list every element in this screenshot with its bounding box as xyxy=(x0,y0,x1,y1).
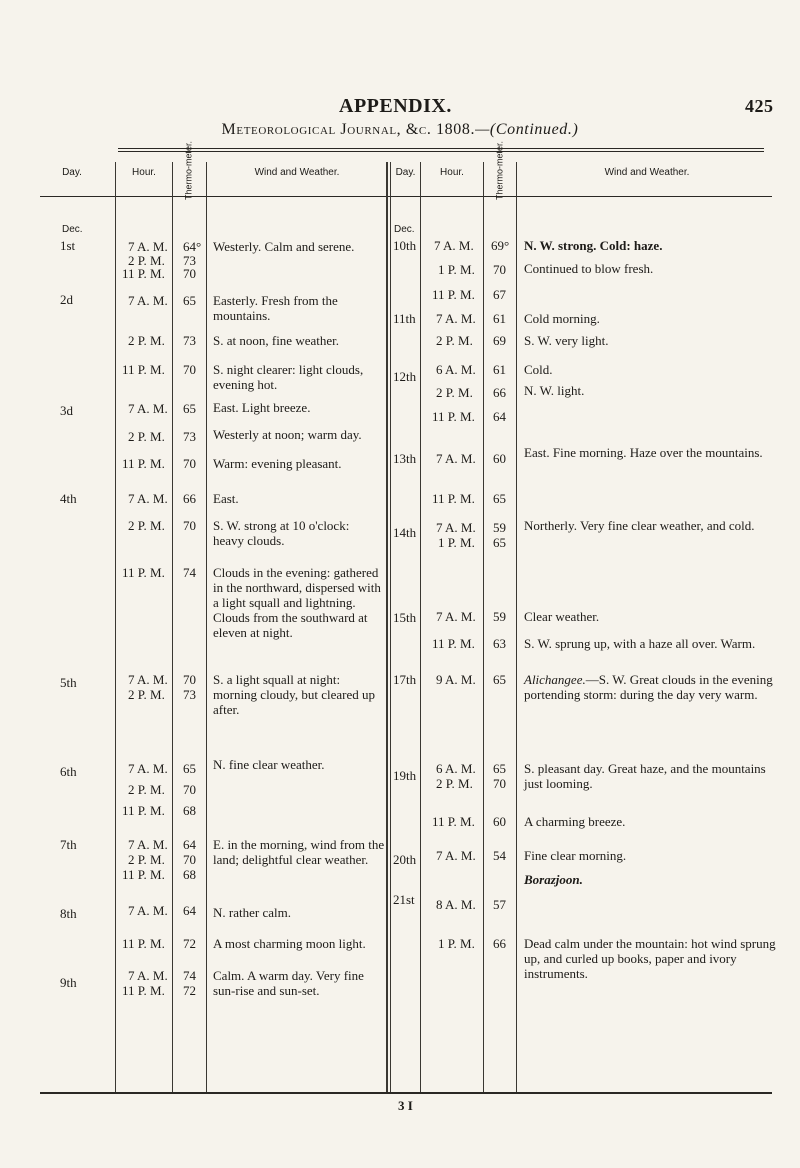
right-wind: A charming breeze. xyxy=(524,814,626,829)
left-temp: 70 xyxy=(183,266,196,281)
right-temp: 70 xyxy=(493,262,506,277)
left-hour: 2 P. M. xyxy=(128,429,165,444)
right-temp: 66 xyxy=(493,936,506,951)
right-temp: 65 xyxy=(493,491,506,506)
left-wind: Warm: evening pleasant. xyxy=(213,456,342,471)
right-hour: 1 P. M. xyxy=(438,936,475,951)
left-temp: 73 xyxy=(183,429,196,444)
right-hour: 1 P. M. xyxy=(438,535,475,550)
left-hour: 2 P. M. xyxy=(128,333,165,348)
right-day: 13th xyxy=(393,451,417,466)
left-temp: 72 xyxy=(183,936,196,951)
left-day: Dec. xyxy=(62,224,83,235)
header-day-left: Day. xyxy=(62,167,82,178)
right-hour: 2 P. M. xyxy=(436,776,473,791)
right-wind: S. W. very light. xyxy=(524,333,609,348)
right-temp: 54 xyxy=(493,848,506,863)
header-hour-right: Hour. xyxy=(440,167,464,178)
right-hour: 7 A. M. xyxy=(436,848,476,863)
right-hour: 2 P. M. xyxy=(436,385,473,400)
right-wind xyxy=(524,672,780,702)
col-divider-double xyxy=(390,162,391,1092)
left-wind: Easterly. Fresh from the mountains. xyxy=(213,293,338,323)
left-wind: S. night clearer: light clouds, evening hot. xyxy=(213,362,364,392)
right-day: 10th xyxy=(393,238,417,253)
right-hour: 7 A. M. xyxy=(434,238,474,253)
left-temp: 72 xyxy=(183,983,196,998)
left-day: 5th xyxy=(60,675,77,690)
right-wind: Fine clear morning. xyxy=(524,848,627,863)
left-hour: 7 A. M. xyxy=(128,968,168,983)
left-temp: 74 xyxy=(183,968,196,983)
page-heading: APPENDIX. xyxy=(339,95,452,117)
left-day: 6th xyxy=(60,764,77,779)
table-title xyxy=(0,121,800,139)
col-divider xyxy=(172,162,173,1092)
left-hour: 2 P. M. xyxy=(128,782,165,797)
left-temp: 64 xyxy=(183,837,196,852)
place-name: Alichangee. xyxy=(524,672,586,687)
left-day: 3d xyxy=(60,403,73,418)
left-wind: S. at noon, fine weather. xyxy=(213,333,339,348)
col-divider xyxy=(516,162,517,1092)
right-day: 14th xyxy=(393,525,417,540)
left-hour: 7 A. M. xyxy=(128,401,168,416)
left-hour: 7 A. M. xyxy=(128,491,168,506)
left-hour: 7 A. M. xyxy=(128,903,168,918)
right-temp: 70 xyxy=(493,776,506,791)
right-wind: S. W. sprung up, with a haze all over. Warm. xyxy=(524,636,756,651)
left-hour: 7 A. M. xyxy=(128,293,168,308)
left-hour: 7 A. M. xyxy=(128,837,168,852)
left-temp: 70 xyxy=(183,362,196,377)
left-temp: 73 xyxy=(183,333,196,348)
left-day: 7th xyxy=(60,837,77,852)
left-hour: 2 P. M. xyxy=(128,852,165,867)
left-hour: 7 A. M. xyxy=(128,761,168,776)
right-day: 19th xyxy=(393,768,417,783)
place-name: Borazjoon. xyxy=(524,872,583,887)
right-wind: Continued to blow fresh. xyxy=(524,261,654,276)
right-temp: 69 xyxy=(493,333,506,348)
table-bottom-rule xyxy=(40,1092,772,1094)
left-wind: Clouds in the evening: gathered in the northward, dispersed with a light squall and lightning. Clouds from the southward at eleven at night. xyxy=(213,565,381,640)
left-wind: East. xyxy=(213,491,239,506)
right-temp: 60 xyxy=(493,451,506,466)
right-day: 21st xyxy=(393,892,415,907)
header-thermo-left: Thermo-meter. xyxy=(183,141,194,201)
left-hour: 11 P. M. xyxy=(122,983,165,998)
right-day: 20th xyxy=(393,852,417,867)
table-head-bottom xyxy=(40,196,772,197)
left-temp: 64 xyxy=(183,903,196,918)
left-day: 9th xyxy=(60,975,77,990)
right-hour: 2 P. M. xyxy=(436,333,473,348)
header-rule-thin xyxy=(118,151,764,152)
page-signature: 3 I xyxy=(398,1098,413,1113)
right-temp: 61 xyxy=(493,362,506,377)
left-day: 8th xyxy=(60,906,77,921)
right-hour: 11 P. M. xyxy=(432,636,475,651)
right-hour: 9 A. M. xyxy=(436,672,476,687)
left-wind: E. in the morning, wind from the land; delightful clear weather. xyxy=(213,837,385,867)
col-divider xyxy=(420,162,421,1092)
right-hour: 11 P. M. xyxy=(432,491,475,506)
left-hour: 11 P. M. xyxy=(122,266,165,281)
left-temp: 66 xyxy=(183,491,196,506)
right-hour: 7 A. M. xyxy=(436,520,476,535)
right-hour: 11 P. M. xyxy=(432,409,475,424)
left-hour: 11 P. M. xyxy=(122,565,165,580)
right-wind: Northerly. Very fine clear weather, and cold. xyxy=(524,518,755,533)
right-day: 12th xyxy=(393,369,417,384)
left-hour: 11 P. M. xyxy=(122,936,165,951)
col-divider xyxy=(115,162,116,1092)
left-hour: 11 P. M. xyxy=(122,803,165,818)
right-hour: 6 A. M. xyxy=(436,362,476,377)
right-hour: 6 A. M. xyxy=(436,761,476,776)
left-wind: Westerly at noon; warm day. xyxy=(213,427,362,442)
right-hour: 7 A. M. xyxy=(436,609,476,624)
right-wind-text: —S. W. Great clouds in the evening portending storm: during the day very warm. xyxy=(524,672,773,702)
left-hour: 7 A. M. xyxy=(128,239,168,254)
left-temp: 73 xyxy=(183,687,196,702)
table-title-suffix: —(Continued.) xyxy=(475,121,579,138)
right-temp: 65 xyxy=(493,535,506,550)
header-wind-left: Wind and Weather. xyxy=(254,167,340,178)
col-divider-double xyxy=(386,162,388,1092)
table-title-main: Meteorological Journal, &c. 1808. xyxy=(221,121,476,138)
left-temp: 70 xyxy=(183,456,196,471)
header-thermo-right: Thermo-meter. xyxy=(494,141,505,201)
left-wind: Calm. A warm day. Very fine sun-rise and sun-set. xyxy=(213,968,364,998)
left-hour: 11 P. M. xyxy=(122,867,165,882)
left-temp: 74 xyxy=(183,565,196,580)
left-temp: 70 xyxy=(183,852,196,867)
right-hour: 1 P. M. xyxy=(438,262,475,277)
left-temp: 68 xyxy=(183,803,196,818)
right-temp: 65 xyxy=(493,672,506,687)
left-day: 4th xyxy=(60,491,77,506)
right-temp: 61 xyxy=(493,311,506,326)
right-wind: Dead calm under the mountain: hot wind sprung up, and curled up books, paper and ivory instruments. xyxy=(524,936,776,981)
right-hour: 11 P. M. xyxy=(432,814,475,829)
left-hour: 2 P. M. xyxy=(128,253,165,268)
left-temp: 73 xyxy=(183,253,196,268)
left-temp: 65 xyxy=(183,401,196,416)
header-day-right: Day. xyxy=(395,167,416,178)
right-day: 17th xyxy=(393,672,417,687)
right-wind: N. W. strong. Cold: haze. xyxy=(524,238,663,253)
col-divider xyxy=(483,162,484,1092)
left-hour: 2 P. M. xyxy=(128,518,165,533)
left-wind: N. rather calm. xyxy=(213,905,291,920)
left-temp: 68 xyxy=(183,867,196,882)
right-day: 11th xyxy=(393,311,416,326)
right-day: Dec. xyxy=(394,224,415,235)
left-hour: 2 P. M. xyxy=(128,687,165,702)
right-wind: S. pleasant day. Great haze, and the mountains just looming. xyxy=(524,761,766,791)
left-hour: 7 A. M. xyxy=(128,672,168,687)
left-hour: 11 P. M. xyxy=(122,456,165,471)
left-day: 1st xyxy=(60,238,76,253)
left-temp: 70 xyxy=(183,782,196,797)
right-temp: 63 xyxy=(493,636,506,651)
page-number: 425 xyxy=(745,96,774,116)
left-temp: 65 xyxy=(183,293,196,308)
right-temp: 59 xyxy=(493,609,506,624)
col-divider xyxy=(206,162,207,1092)
right-hour: 8 A. M. xyxy=(436,897,476,912)
right-wind: N. W. light. xyxy=(524,383,585,398)
left-temp: 70 xyxy=(183,518,196,533)
right-temp: 69° xyxy=(491,238,510,253)
header-hour-left: Hour. xyxy=(132,167,156,178)
right-hour: 11 P. M. xyxy=(432,287,475,302)
left-wind: N. fine clear weather. xyxy=(213,757,325,772)
right-hour: 7 A. M. xyxy=(436,451,476,466)
right-temp: 60 xyxy=(493,814,506,829)
right-temp: 64 xyxy=(493,409,506,424)
right-temp: 67 xyxy=(493,287,506,302)
right-wind: East. Fine morning. Haze over the mountains. xyxy=(524,445,763,460)
right-temp: 59 xyxy=(493,520,506,535)
right-wind: Cold. xyxy=(524,362,553,377)
left-wind: Westerly. Calm and serene. xyxy=(213,239,355,254)
left-day: 2d xyxy=(60,292,73,307)
header-rule xyxy=(118,148,764,149)
left-temp: 65 xyxy=(183,761,196,776)
right-temp: 66 xyxy=(493,385,506,400)
left-wind: S. a light squall at night: morning cloudy, but cleared up after. xyxy=(213,672,375,717)
header-wind-right: Wind and Weather. xyxy=(604,167,690,178)
right-wind: Clear weather. xyxy=(524,609,600,624)
left-temp: 70 xyxy=(183,672,196,687)
left-hour: 11 P. M. xyxy=(122,362,165,377)
left-temp: 64° xyxy=(183,239,202,254)
right-wind: Cold morning. xyxy=(524,311,600,326)
right-temp: 65 xyxy=(493,761,506,776)
left-wind: East. Light breeze. xyxy=(213,400,311,415)
right-hour: 7 A. M. xyxy=(436,311,476,326)
right-day: 15th xyxy=(393,610,417,625)
left-wind: S. W. strong at 10 o'clock: heavy clouds. xyxy=(213,518,350,548)
right-temp: 57 xyxy=(493,897,506,912)
left-wind: A most charming moon light. xyxy=(213,936,366,951)
